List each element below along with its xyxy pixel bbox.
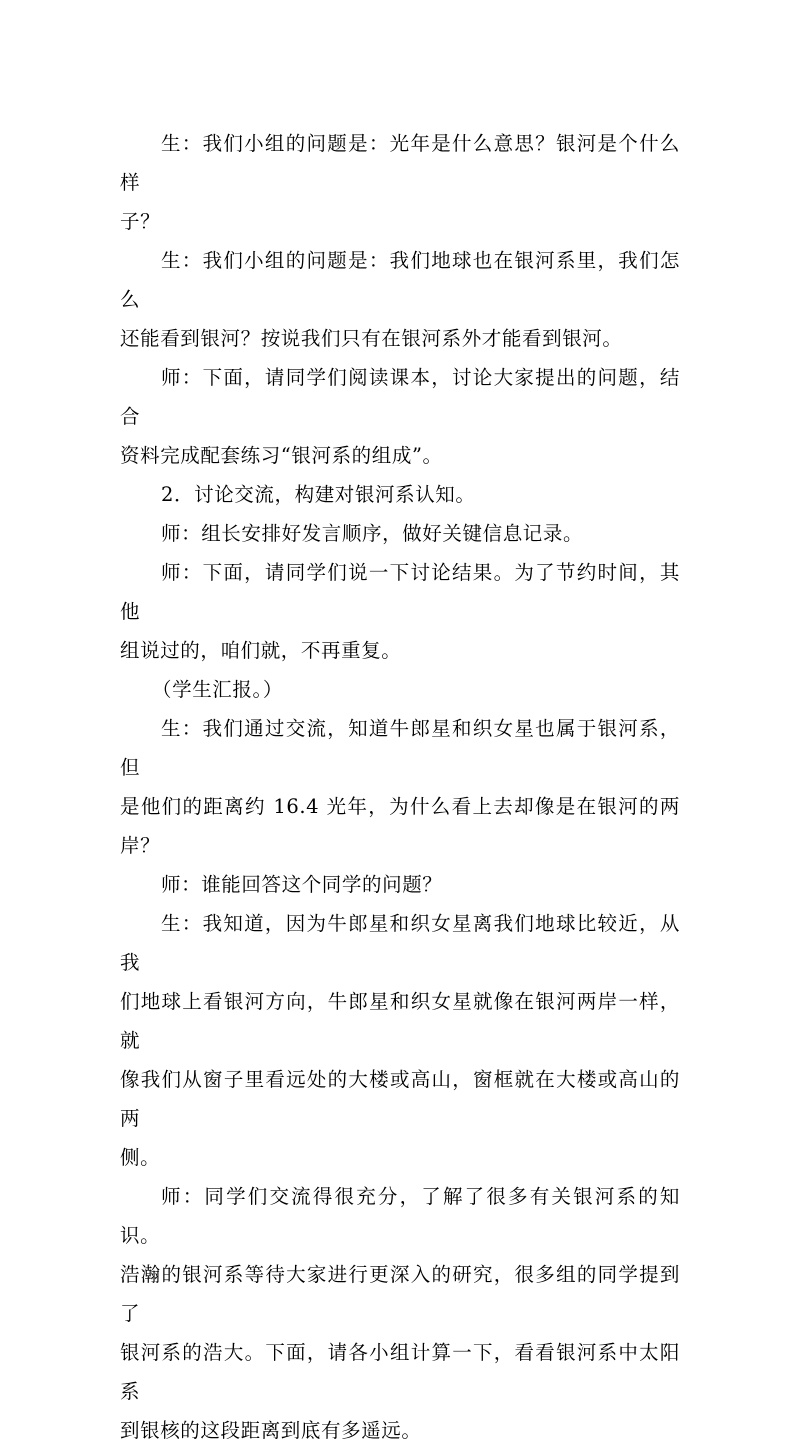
paragraph-line: 像我们从窗子里看远处的大楼或高山，窗框就在大楼或高山的两 [120,1068,680,1130]
paragraph-line: 银河系的浩大。下面，请各小组计算一下，看看银河系中太阳系 [120,1341,680,1403]
paragraph-3 [120,358,680,475]
paragraph-line: 生：我们通过交流，知道牛郎星和织女星也属于银河系，但 [120,717,680,779]
paragraph-line: 到银核的这段距离到底有多遥远。 [120,1419,422,1442]
paragraph-line: 师：谁能回答这个同学的问题？ [161,873,443,896]
paragraph-6 [120,553,680,670]
paragraph-9 [120,865,680,904]
paragraph-1 [120,124,680,241]
paragraph-11 [120,1177,680,1450]
paragraph-line: 们地球上看银河方向，牛郎星和织女星就像在银河两岸一样，就 [120,990,680,1052]
paragraph-line: 生：我们小组的问题是：光年是什么意思？银河是个什么样 [120,132,680,194]
paragraph-line: 子？ [120,210,161,233]
paragraph-line: 还能看到银河？按说我们只有在银河系外才能看到银河。 [120,327,623,350]
paragraph-4 [120,475,680,514]
paragraph-line: 资料完成配套练习“银河系的组成”。 [120,444,443,467]
paragraph-8 [120,709,680,865]
paragraph-line: 师：下面，请同学们说一下讨论结果。为了节约时间，其他 [120,561,680,623]
paragraph-2 [120,241,680,358]
paragraph-line: 师：同学们交流得很充分，了解了很多有关银河系的知识。 [120,1185,680,1247]
paragraph-line: 2．讨论交流，构建对银河系认知。 [161,483,476,506]
paragraph-line: 生：我们小组的问题是：我们地球也在银河系里，我们怎么 [120,249,680,311]
paragraph-line: 生：我知道，因为牛郎星和织女星离我们地球比较近，从我 [120,912,680,974]
paragraph-line: 师：下面，请同学们阅读课本，讨论大家提出的问题，结合 [120,366,680,428]
paragraph-7 [120,670,680,709]
paragraph-line: 浩瀚的银河系等待大家进行更深入的研究，很多组的同学提到了 [120,1263,680,1325]
paragraph-10 [120,904,680,1177]
paragraph-5 [120,514,680,553]
document-body [120,124,680,1450]
paragraph-line: 师：组长安排好发言顺序，做好关键信息记录。 [161,522,584,545]
paragraph-line: 侧。 [120,1146,161,1169]
paragraph-line: （学生汇报。） [152,678,283,701]
paragraph-line: 组说过的，咱们就，不再重复。 [120,639,402,662]
paragraph-line: 是他们的距离约 16.4 光年，为什么看上去却像是在银河的两岸？ [120,795,680,857]
